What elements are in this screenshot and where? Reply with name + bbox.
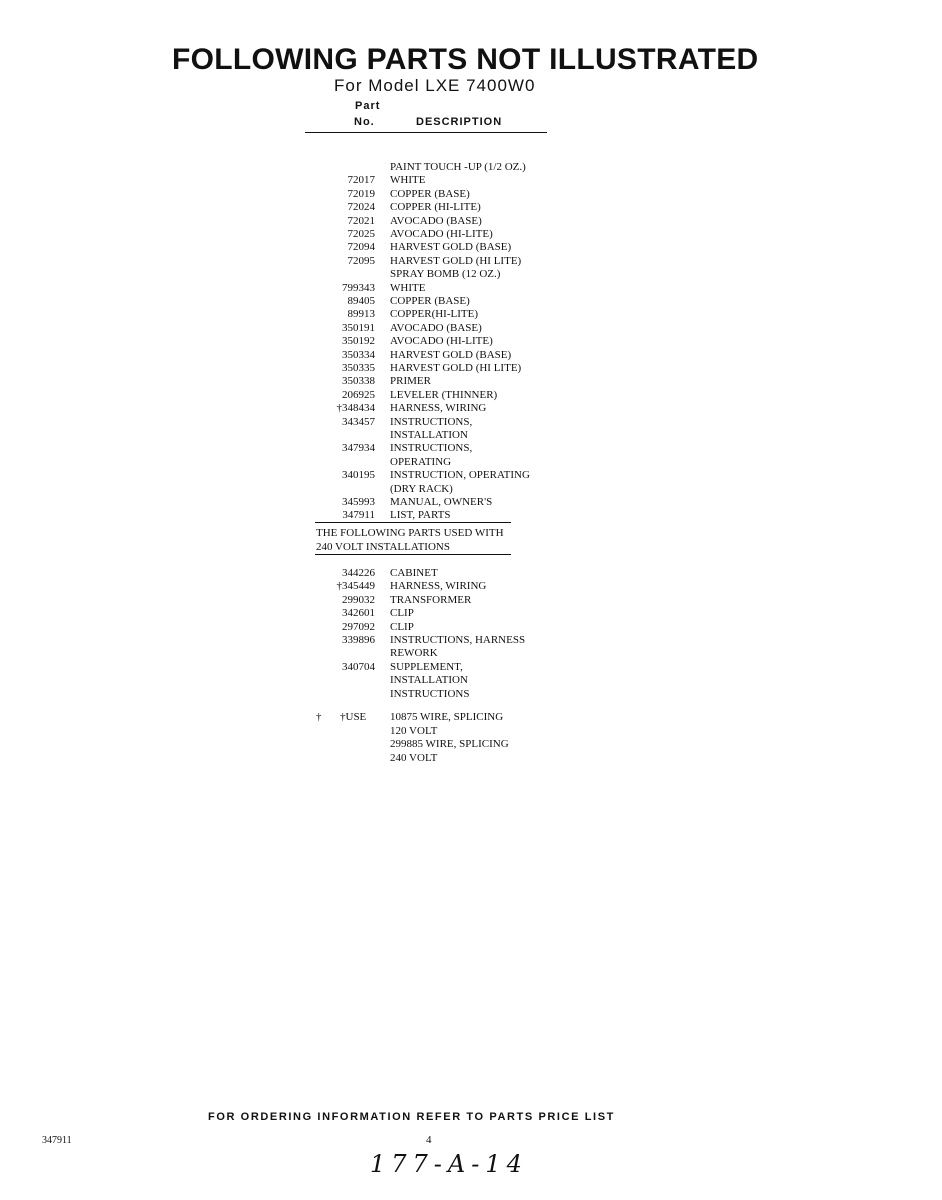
part-number: 72021: [347, 214, 375, 227]
part-row: [300, 509, 580, 522]
part-number: 350192: [342, 335, 375, 348]
part-number: 89405: [347, 295, 375, 307]
part-number: 343457: [342, 415, 375, 428]
page-title: FOLLOWING PARTS NOT ILLUSTRATED: [172, 43, 759, 76]
part-description: MANUAL, OWNER'S: [390, 496, 493, 508]
part-description: COPPER (BASE): [390, 295, 470, 307]
part-number: 347911: [342, 509, 375, 522]
part-row: [300, 429, 580, 442]
part-number: †348434: [336, 402, 375, 415]
part-number: 72025: [347, 228, 375, 240]
part-description: INSTRUCTIONS,: [390, 415, 473, 428]
part-number: 340704: [342, 660, 375, 673]
part-number: 72094: [347, 241, 375, 254]
part-row: [300, 362, 580, 375]
part-number: 350338: [342, 375, 375, 388]
part-number: 345993: [342, 496, 375, 508]
part-number: 350335: [342, 362, 375, 374]
part-row: [300, 161, 580, 174]
part-description: WHITE: [390, 174, 426, 187]
part-row: [300, 607, 580, 620]
section-240-heading-line1: THE FOLLOWING PARTS USED WITH: [316, 527, 504, 539]
section-240-heading-line2: 240 VOLT INSTALLATIONS: [316, 541, 450, 553]
part-row: [300, 255, 580, 268]
part-number: †345449: [336, 580, 375, 593]
part-description: CLIP: [390, 607, 414, 620]
part-description: AVOCADO (HI-LITE): [390, 335, 493, 348]
part-description: TRANSFORMER: [390, 593, 472, 606]
ordering-footer: FOR ORDERING INFORMATION REFER TO PARTS PRICE LIST: [208, 1111, 615, 1123]
use-note-line-3: 299885 WIRE, SPLICING: [390, 738, 509, 750]
column-header-description: DESCRIPTION: [416, 116, 503, 128]
part-description: COPPER (BASE): [390, 187, 470, 200]
document-number: 347911: [42, 1135, 72, 1146]
part-description: AVOCADO (HI-LITE): [390, 228, 493, 240]
part-row: [300, 402, 580, 415]
use-note-line-4: 240 VOLT: [390, 751, 438, 764]
part-row: [300, 496, 580, 509]
part-number: 344226: [342, 567, 375, 579]
part-row: [300, 188, 580, 201]
part-description: HARVEST GOLD (HI LITE): [390, 362, 522, 374]
part-number: 72019: [347, 187, 375, 200]
part-number: 89913: [347, 308, 375, 321]
part-row: [300, 335, 580, 348]
part-description: CLIP: [390, 620, 414, 633]
part-description: OPERATING: [390, 455, 452, 468]
part-row: [300, 215, 580, 228]
part-description: COPPER (HI-LITE): [390, 201, 481, 214]
part-number: 350334: [342, 348, 375, 361]
part-description: HARVEST GOLD (BASE): [390, 241, 512, 254]
part-row: [300, 268, 580, 281]
part-row: [300, 174, 580, 187]
part-number: 347934: [342, 442, 375, 455]
use-note-line-1: 10875 WIRE, SPLICING: [390, 711, 504, 723]
part-description: PAINT TOUCH -UP (1/2 OZ.): [390, 161, 526, 173]
part-number: 72017: [347, 174, 375, 187]
part-number: 72095: [347, 254, 375, 267]
part-description: INSTRUCTION, OPERATING: [390, 469, 530, 482]
part-row: [300, 201, 580, 214]
part-row: [300, 483, 580, 496]
handwritten-note: 177-A-14: [370, 1150, 528, 1178]
part-row: [300, 322, 580, 335]
part-row: [300, 308, 580, 321]
part-row: [300, 469, 580, 482]
part-row: [300, 621, 580, 634]
page-number: 4: [426, 1134, 432, 1146]
use-note-label: †USE: [340, 711, 367, 723]
part-description: AVOCADO (BASE): [390, 214, 482, 227]
part-description: HARVEST GOLD (BASE): [390, 348, 512, 361]
part-number: 340195: [342, 469, 375, 482]
part-description: INSTALLATION: [390, 429, 468, 441]
part-number: 350191: [342, 321, 375, 334]
part-number: 342601: [342, 607, 375, 620]
part-description: SUPPLEMENT,: [390, 660, 463, 673]
part-description: INSTRUCTIONS, HARNESS: [390, 634, 526, 646]
part-description: INSTRUCTIONS: [390, 687, 470, 700]
part-row: [300, 282, 580, 295]
header-rule: [305, 132, 547, 133]
part-row: [300, 647, 580, 660]
column-header-no: No.: [354, 116, 375, 128]
part-description: LIST, PARTS: [390, 509, 451, 522]
part-row: [300, 375, 580, 388]
part-description: COPPER(HI-LITE): [390, 308, 478, 321]
part-description: HARNESS, WIRING: [390, 580, 487, 593]
part-description: PRIMER: [390, 375, 431, 388]
part-row: [300, 416, 580, 429]
part-description: INSTRUCTIONS,: [390, 442, 473, 455]
part-row: [300, 228, 580, 241]
part-number: 799343: [342, 281, 375, 294]
part-row: [300, 241, 580, 254]
part-number: 297092: [342, 620, 375, 633]
part-description: INSTALLATION: [390, 674, 468, 687]
model-subtitle: For Model LXE 7400W0: [334, 76, 536, 95]
part-number: 339896: [342, 634, 375, 646]
part-description: SPRAY BOMB (12 OZ.): [390, 268, 501, 281]
part-row: [300, 389, 580, 402]
part-number: 206925: [342, 388, 375, 401]
column-header-part: Part: [355, 100, 381, 112]
section-240-underline: [315, 554, 511, 555]
part-number: 72024: [347, 201, 375, 214]
part-number: 299032: [342, 593, 375, 606]
part-row: [300, 580, 580, 593]
part-row: [300, 295, 580, 308]
part-description: REWORK: [390, 647, 438, 660]
part-description: WHITE: [390, 281, 426, 294]
section-rule: [315, 522, 511, 523]
part-description: CABINET: [390, 567, 438, 579]
part-row: [300, 456, 580, 469]
part-description: LEVELER (THINNER): [390, 388, 498, 401]
part-row: [300, 442, 580, 455]
part-description: AVOCADO (BASE): [390, 321, 482, 334]
part-row: [300, 594, 580, 607]
part-row: [300, 567, 580, 580]
part-row: [300, 661, 580, 674]
part-row: [300, 674, 580, 687]
part-description: (DRY RACK): [390, 482, 453, 495]
part-row: [300, 349, 580, 362]
part-description: HARVEST GOLD (HI LITE): [390, 254, 522, 267]
part-row: [300, 688, 580, 701]
part-row: [300, 634, 580, 647]
use-note-line-2: 120 VOLT: [390, 724, 438, 737]
use-note-dagger: †: [316, 711, 322, 723]
part-description: HARNESS, WIRING: [390, 402, 487, 415]
